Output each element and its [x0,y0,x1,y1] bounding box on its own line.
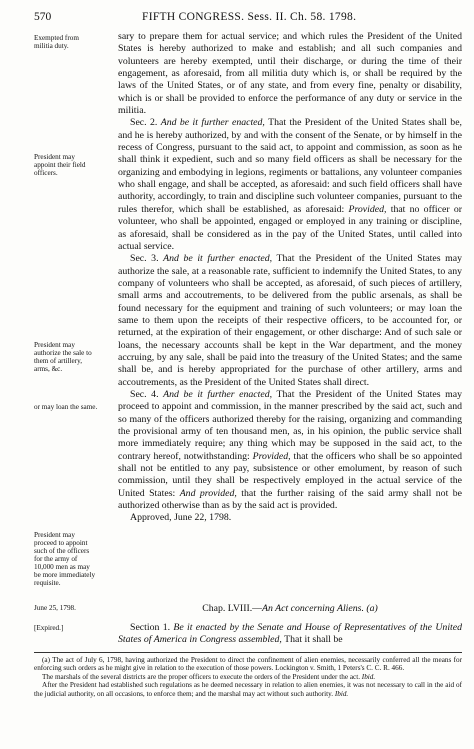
running-title: FIFTH CONGRESS. Sess. II. Ch. 58. 1798. [142,11,357,23]
section-text: That the President of the United States may proceed to appoint and commission, in the manner prescribed by the said act, such and so many of the officers authorized thereby for the raising, organizing and commanding the provisional army of ten thousand men, as, in his opinion, the public service shall more immediately require; any thing which may be supposed in the said act, to the contrary hereof, notwithstanding: [118,388,462,462]
page-number: 570 [34,11,52,23]
margin-note-exempted: Exempted from militia duty. [34,34,79,50]
section-label: Section 1. [130,622,171,633]
main-text-lower [118,622,462,647]
section-text: that no officer or volunteer, who shall be appointed, engaged or employed in any training or discipline, as aforesaid, shall be considered as in the pay of the United States, until called into actual service. [118,203,463,252]
proviso: Provided, [252,450,291,462]
section-label: Sec. 4. [130,388,159,400]
section-2 [118,117,462,253]
enacting-clause: Be it enacted by the Senate and House of Representatives of the United States of America in Congress assembled, [118,622,463,646]
section-label: Sec. 2. [130,117,158,129]
margin-note-date: June 25, 1798. [34,604,76,612]
enacting-phrase: And be it further enacted, [163,253,273,265]
section-4 [118,389,462,512]
proviso: And provided, [179,487,237,499]
margin-note-president-sale: President may authorize the sale to them of artillery, arms, &c. [34,341,92,373]
approved-line: Approved, June 22, 1798. [130,512,232,524]
margin-note-expired: [Expired.] [34,624,64,632]
paragraph-militia-exemption: sary to prepare them for actual service; and which rules the President of the United States is hereby authorized to make and establish; and all such companies and volunteers are hereby exempted, until their discharge, or during the time of their engagement, as aforesaid, from all militia duty which is, or shall be required by the laws of the United States, or of any state, and from every fine, penalty or disability, which is or shall be provided to enforce the performance of any duty or service in the militia. [118,31,462,117]
proviso: Provided, [348,203,387,215]
footnote-divider [34,652,462,653]
margin-note-or-may-loan: or may loan the same. [34,403,98,411]
chapter-number: Chap. LVIII.— [202,603,262,614]
enacting-phrase: And be it further enacted, [163,388,273,400]
enacting-phrase: And be it further enacted, [160,117,265,129]
chapter-heading [118,603,462,615]
footnote-c: After the President had established such regulations as he deemed necessary in relation to alien enemies, it was not necessary to call in the aid of the judicial authority, on all occasions, to enforce them; and the marshal may act without such authority. Ibid. [34,681,462,698]
main-text-upper [118,31,462,525]
section-text: That it shall be [284,634,343,646]
footnote-a: (a) The act of July 6, 1798, having authorized the President to direct the confinement of alien enemies, necessarily conferred all the means for enforcing such orders as he might give in relation to the execution of those powers. Lockington v. Smith, 1 Peters's C. C. R. 466. [34,656,462,673]
footnote-b: The marshals of the several districts are the proper officers to execute the orders of the President under the act. Ibid. [42,672,376,681]
section-text: that the further raising of the said army shall not be authorized otherwise than as by the said act is provided. [118,487,462,512]
section-label: Sec. 3. [130,253,159,265]
chapter-title: An Act concerning Aliens. [261,603,364,614]
running-header [34,11,462,27]
section-3 [118,253,462,389]
chapter-note-ref: (a) [366,603,378,614]
margin-note-president-field-officers: President may appoint their field officers. [34,153,86,177]
section-text: that the officers who shall be so appointed shall not be entitled to any pay, subsistence or other emolument, by reason of such commission, until they shall be respectively employed in the actual service of the United States: [118,450,463,499]
section-text: That the President of the United States shall be, and he is hereby authorized, by and with the consent of the Senate, or by himself in the recess of Congress, pursuant to the said act, to appoint and commission, as soon as he shall think it expedient, such and so many field officers as shall be necessary for the organizing and embodying in legions, regiments or battalions, any volunteer companies who shall engage, and shall be accepted, as aforesaid: and such field officers shall have authority, accordingly, to train and discipline such volunteer companies, pursuant to the rules therefor, which shall be established, as aforesaid: [118,117,462,215]
footnotes [34,656,462,698]
section-1 [118,622,462,647]
section-text: That the President of the United States may authorize the sale, at a reasonable rate, sufficient to indemnify the United States, to any company of volunteers who shall be accepted, as aforesaid, of such pieces of artillery, small arms and accoutrements, to be delivered from the public arsenals, as shall be found necessary for the equipment and training of such volunteers; or may loan the same to them upon the receipts of their respective officers, to be accounted for, or returned, at the expiration of their engagement, or other discharge: And of such sale or loans, the necessary accounts shall be kept in the War department, and the money accruing, by any sale, shall be paid into the treasury of the United States; and the same shall be, and is hereby appropriated for the purchase of other artillery, arms and accoutrements, as the President of the United States shall direct. [118,253,462,388]
margin-note-president-proceed: President may proceed to appoint such of the officers for the army of 10,000 men as may be more immediately requisite. [34,531,96,587]
